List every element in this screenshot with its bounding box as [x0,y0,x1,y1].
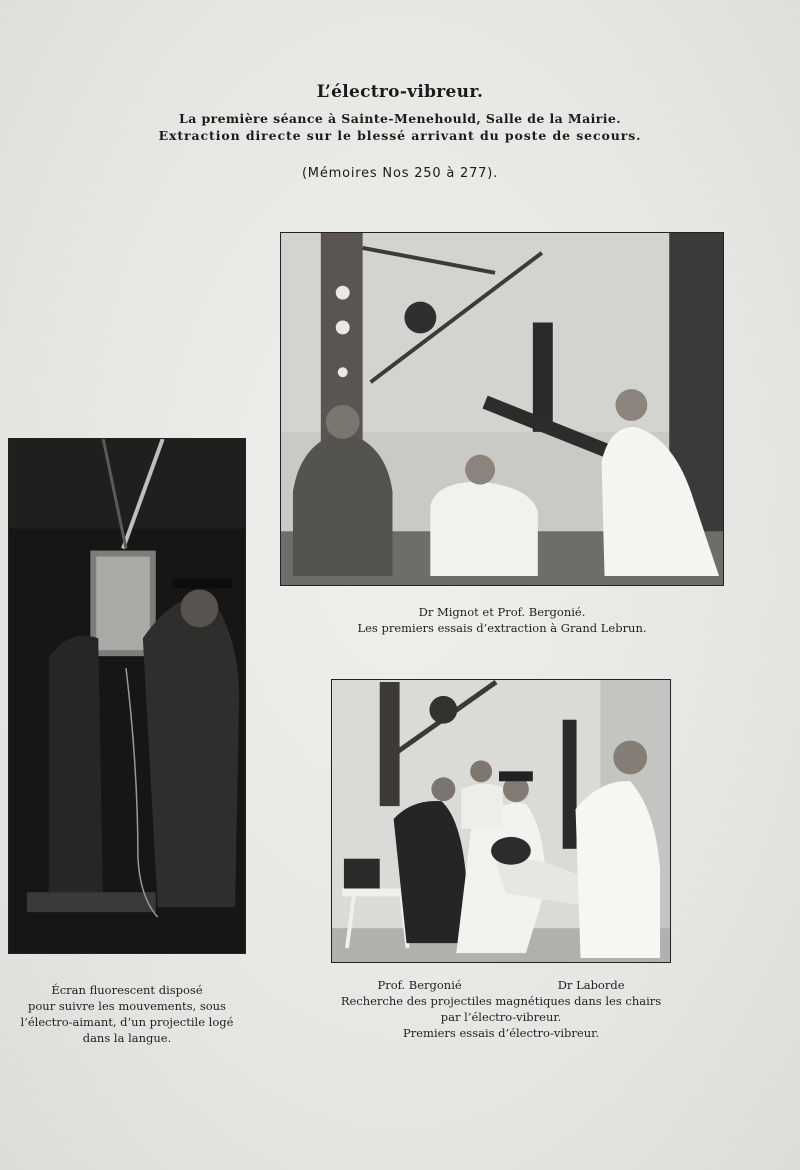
photo-apparatus-grand-lebrun [280,232,724,586]
caption-line: Dr Mignot et Prof. Bergonié. [418,605,586,619]
subtitle-line-2: Extraction directe sur le blessé arrivant du poste de secours. [158,128,642,143]
caption-line: Les premiers essais d’extraction à Grand Lebrun. [357,621,647,635]
photo-fluorescent-screen [8,438,246,954]
page-title: L’électro-vibreur. [316,82,484,102]
caption-apparatus-grand-lebrun [280,604,724,636]
memoires-reference: (Mémoires Nos 250 à 277). [301,166,499,181]
caption-line: Écran fluorescent disposé [51,983,203,997]
caption-name-bergonie: Prof. Bergonié [377,978,462,992]
caption-electro-vibreur-trial [331,977,671,1041]
subtitle-line-1: La première séance à Sainte-Menehould, Salle de la Mairie. [179,111,621,126]
photo-electro-vibreur-trial [331,679,671,963]
caption-line: l’électro-aimant, d’un projectile logé [20,1015,234,1029]
caption-name-laborde: Dr Laborde [557,978,625,992]
caption-line: dans la langue. [82,1031,172,1045]
caption-line: Recherche des projectiles magnétiques dans les chairs [340,994,662,1008]
caption-names-row [331,977,671,993]
caption-fluorescent-screen [8,982,246,1046]
caption-line: pour suivre les mouvements, sous [28,999,226,1013]
caption-line: Premiers essais d’électro-vibreur. [403,1026,599,1040]
caption-line: par l’électro-vibreur. [440,1010,562,1024]
